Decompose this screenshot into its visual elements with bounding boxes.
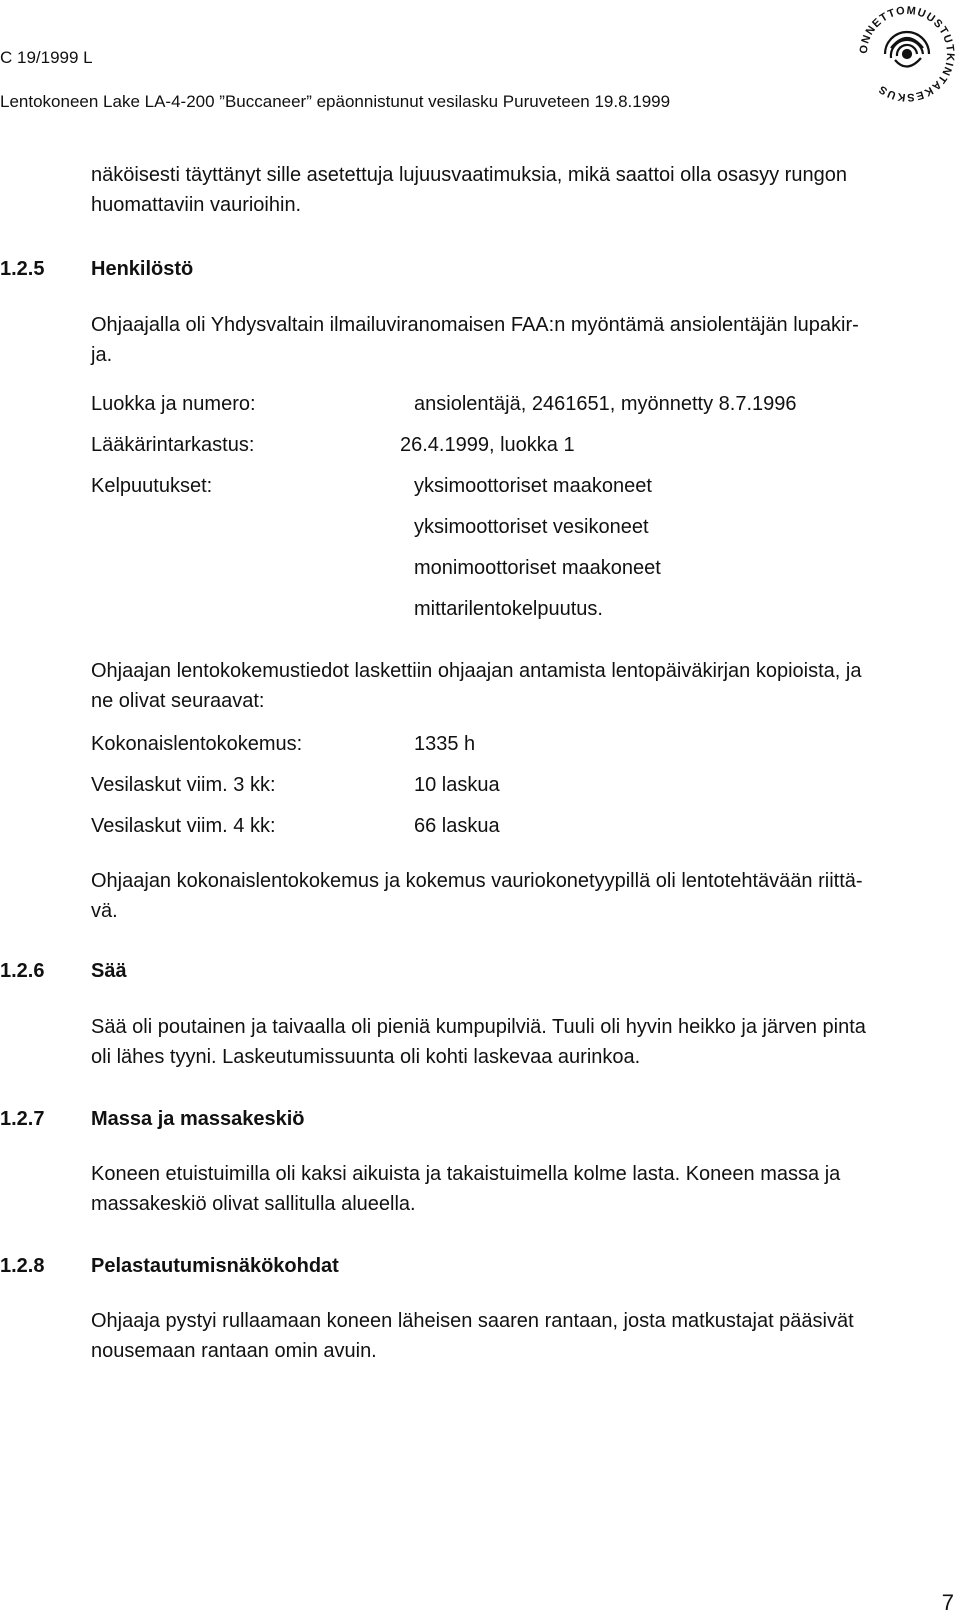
experience-label: Vesilaskut viim. 3 kk:	[91, 774, 276, 796]
intro-line: näköisesti täyttänyt sille asetettuja lujuusvaatimuksia, mikä saattoi olla osasyy rungon	[91, 164, 847, 186]
paragraph-line: Ohjaajan lentokokemustiedot laskettiin ohjaajan antamista lentopäiväkirjan kopioista, ja	[91, 660, 862, 682]
paragraph-line: Sää oli poutainen ja taivaalla oli pieniä kumpupilviä. Tuuli oli hyvin heikko ja järven pinta	[91, 1016, 866, 1038]
experience-label: Vesilaskut viim. 4 kk:	[91, 815, 276, 837]
section-number: 1.2.6	[0, 960, 45, 982]
paragraph-line: ja.	[91, 344, 113, 366]
paragraph-line: oli lähes tyyni. Laskeutumissuunta oli kohti laskevaa aurinkoa.	[91, 1046, 641, 1068]
document-subtitle: Lentokoneen Lake LA-4-200 ”Buccaneer” epäonnistunut vesilasku Puruveteen 19.8.1999	[0, 92, 671, 111]
section-number: 1.2.7	[0, 1108, 45, 1130]
agency-logo	[851, 0, 960, 108]
logo-swirl-icon	[885, 32, 929, 67]
section-title: Henkilöstö	[91, 258, 194, 280]
rating-item: monimoottoriset maakoneet	[414, 557, 661, 579]
section-number: 1.2.8	[0, 1255, 45, 1277]
paragraph-line: Ohjaajan kokonaislentokokemus ja kokemus vauriokonetyypillä oli lentotehtävään riittä-	[91, 870, 863, 892]
paragraph-line: nousemaan rantaan omin avuin.	[91, 1340, 377, 1362]
personnel-paragraph	[91, 310, 959, 370]
license-label: Luokka ja numero:	[91, 393, 256, 415]
rating-item: yksimoottoriset vesikoneet	[414, 516, 649, 538]
experience-value: 1335 h	[414, 733, 476, 755]
mass-paragraph	[91, 1159, 959, 1219]
section-number: 1.2.5	[0, 258, 45, 280]
paragraph-line: massakeskiö olivat sallitulla alueella.	[91, 1193, 416, 1215]
paragraph-line: Ohjaaja pystyi rullaamaan koneen läheisen saaren rantaan, josta matkustajat pääsivät	[91, 1310, 854, 1332]
medical-label: Lääkärintarkastus:	[91, 434, 255, 456]
paragraph-line: ne olivat seuraavat:	[91, 690, 265, 712]
intro-paragraph	[91, 160, 959, 220]
section-title: Pelastautumisnäkökohdat	[91, 1255, 339, 1277]
document-id: C 19/1999 L	[0, 48, 93, 67]
experience-intro	[91, 656, 959, 716]
survival-paragraph	[91, 1306, 959, 1366]
rating-item: yksimoottoriset maakoneet	[414, 475, 652, 497]
weather-paragraph	[91, 1012, 959, 1072]
logo-ring-text: ONNETTOMUUSTUTKINTAKESKUS	[857, 4, 957, 104]
medical-value: 26.4.1999, luokka 1	[400, 434, 575, 456]
experience-value: 66 laskua	[414, 815, 500, 837]
page-number: 7	[941, 1590, 954, 1615]
license-value: ansiolentäjä, 2461651, myönnetty 8.7.1996	[414, 393, 797, 415]
section-title: Sää	[91, 960, 127, 982]
experience-label: Kokonaislentokokemus:	[91, 733, 303, 755]
experience-conclusion	[91, 866, 959, 926]
rating-item: mittarilentokelpuutus.	[414, 598, 603, 620]
section-title: Massa ja massakeskiö	[91, 1108, 305, 1130]
paragraph-line: Ohjaajalla oli Yhdysvaltain ilmailuviranomaisen FAA:n myöntämä ansiolentäjän lupakir-	[91, 314, 859, 336]
ratings-label: Kelpuutukset:	[91, 475, 213, 497]
paragraph-line: vä.	[91, 900, 118, 922]
paragraph-line: Koneen etuistuimilla oli kaksi aikuista ja takaistuimella kolme lasta. Koneen massa ja	[91, 1163, 841, 1185]
intro-line: huomattaviin vaurioihin.	[91, 194, 302, 216]
experience-value: 10 laskua	[414, 774, 500, 796]
